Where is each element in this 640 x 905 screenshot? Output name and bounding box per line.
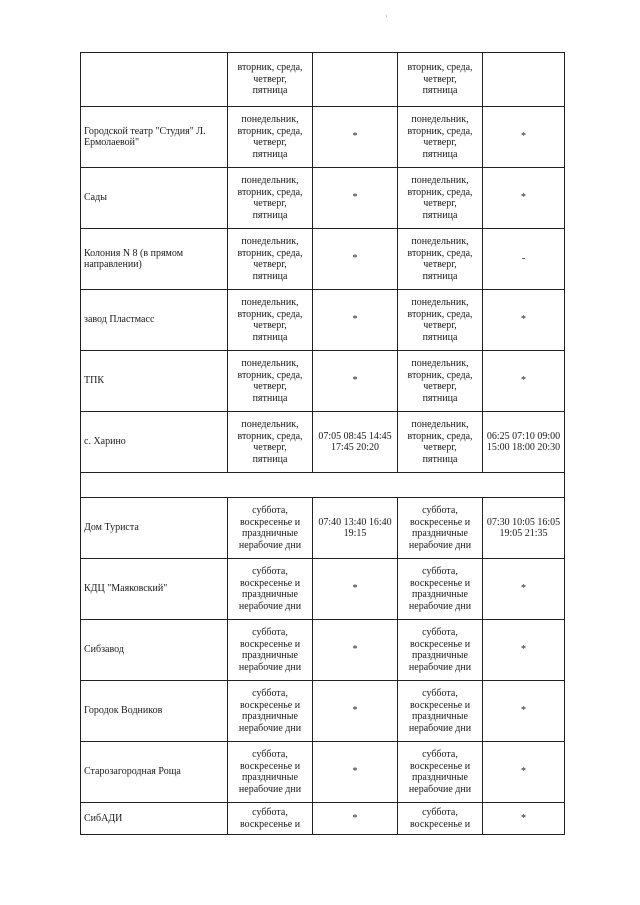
departure-times-return: 07:30 10:05 16:05 19:05 21:35 [483,498,565,559]
operating-days-forward: суббота, воскресенье и праздничные нерабочие дни [228,742,313,803]
stop-name: КДЦ "Маяковский" [81,559,228,620]
section-separator-row [81,473,565,498]
operating-days-forward: понедельник, вторник, среда, четверг, пятница [228,229,313,290]
table-row [81,412,565,473]
operating-days-forward: понедельник, вторник, среда, четверг, пятница [228,351,313,412]
stop-name: Сибзавод [81,620,228,681]
table-row [81,620,565,681]
table-row [81,742,565,803]
departure-times-return: 06:25 07:10 09:00 15:00 18:00 20:30 [483,412,565,473]
stop-name: СибАДИ [81,803,228,835]
stop-name [81,53,228,107]
separator-cell [81,473,565,498]
stop-name: Городок Водников [81,681,228,742]
operating-days-forward: суббота, воскресенье и праздничные нерабочие дни [228,681,313,742]
operating-days-forward: суббота, воскресенье и праздничные нерабочие дни [228,620,313,681]
table-row [81,290,565,351]
table-row [81,559,565,620]
operating-days-return: суббота, воскресенье и праздничные нерабочие дни [398,620,483,681]
table-row [81,229,565,290]
table-row [81,803,565,835]
departure-times-forward: * [313,107,398,168]
operating-days-forward: суббота, воскресенье и праздничные нерабочие дни [228,498,313,559]
departure-times-return: * [483,559,565,620]
operating-days-return: вторник, среда, четверг, пятница [398,53,483,107]
table-row [81,351,565,412]
departure-times-return: * [483,290,565,351]
table-row [81,168,565,229]
operating-days-forward: суббота, воскресенье и [228,803,313,835]
table-row [81,107,565,168]
bus-schedule-table [80,52,565,835]
departure-times-forward: * [313,620,398,681]
operating-days-return: понедельник, вторник, среда, четверг, пятница [398,229,483,290]
departure-times-forward: 07:05 08:45 14:45 17:45 20:20 [313,412,398,473]
operating-days-return: понедельник, вторник, среда, четверг, пятница [398,168,483,229]
departure-times-forward: 07:40 13:40 16:40 19:15 [313,498,398,559]
operating-days-return: понедельник, вторник, среда, четверг, пятница [398,107,483,168]
weekday-section [81,53,565,498]
departure-times-forward: * [313,290,398,351]
departure-times-forward [313,53,398,107]
departure-times-return: - [483,229,565,290]
stop-name: Дом Туриста [81,498,228,559]
stop-name: Городской театр "Студия" Л. Ермолаевой" [81,107,228,168]
operating-days-return: понедельник, вторник, среда, четверг, пятница [398,351,483,412]
page-mark: · [385,12,388,21]
departure-times-return: * [483,168,565,229]
departure-times-forward: * [313,742,398,803]
stop-name: с. Харино [81,412,228,473]
departure-times-return: * [483,351,565,412]
departure-times-forward: * [313,351,398,412]
table-row [81,53,565,107]
operating-days-return: суббота, воскресенье и праздничные нерабочие дни [398,742,483,803]
stop-name: Колония N 8 (в прямом направлении) [81,229,228,290]
operating-days-forward: вторник, среда, четверг, пятница [228,53,313,107]
departure-times-forward: * [313,168,398,229]
operating-days-forward: понедельник, вторник, среда, четверг, пятница [228,290,313,351]
departure-times-return [483,53,565,107]
departure-times-forward: * [313,559,398,620]
stop-name: завод Пластмасс [81,290,228,351]
operating-days-return: понедельник, вторник, среда, четверг, пятница [398,290,483,351]
operating-days-return: суббота, воскресенье и [398,803,483,835]
departure-times-return: * [483,620,565,681]
stop-name: Сады [81,168,228,229]
operating-days-return: суббота, воскресенье и праздничные нерабочие дни [398,498,483,559]
departure-times-return: * [483,681,565,742]
departure-times-forward: * [313,229,398,290]
operating-days-forward: понедельник, вторник, среда, четверг, пятница [228,412,313,473]
table-row [81,498,565,559]
table-row [81,681,565,742]
departure-times-return: * [483,742,565,803]
operating-days-return: понедельник, вторник, среда, четверг, пятница [398,412,483,473]
operating-days-forward: понедельник, вторник, среда, четверг, пятница [228,168,313,229]
departure-times-return: * [483,803,565,835]
operating-days-forward: суббота, воскресенье и праздничные нерабочие дни [228,559,313,620]
departure-times-forward: * [313,681,398,742]
operating-days-return: суббота, воскресенье и праздничные нерабочие дни [398,559,483,620]
weekend-section [81,498,565,835]
departure-times-forward: * [313,803,398,835]
operating-days-forward: понедельник, вторник, среда, четверг, пятница [228,107,313,168]
departure-times-return: * [483,107,565,168]
stop-name: ТПК [81,351,228,412]
operating-days-return: суббота, воскресенье и праздничные нерабочие дни [398,681,483,742]
stop-name: Старозагородная Роща [81,742,228,803]
